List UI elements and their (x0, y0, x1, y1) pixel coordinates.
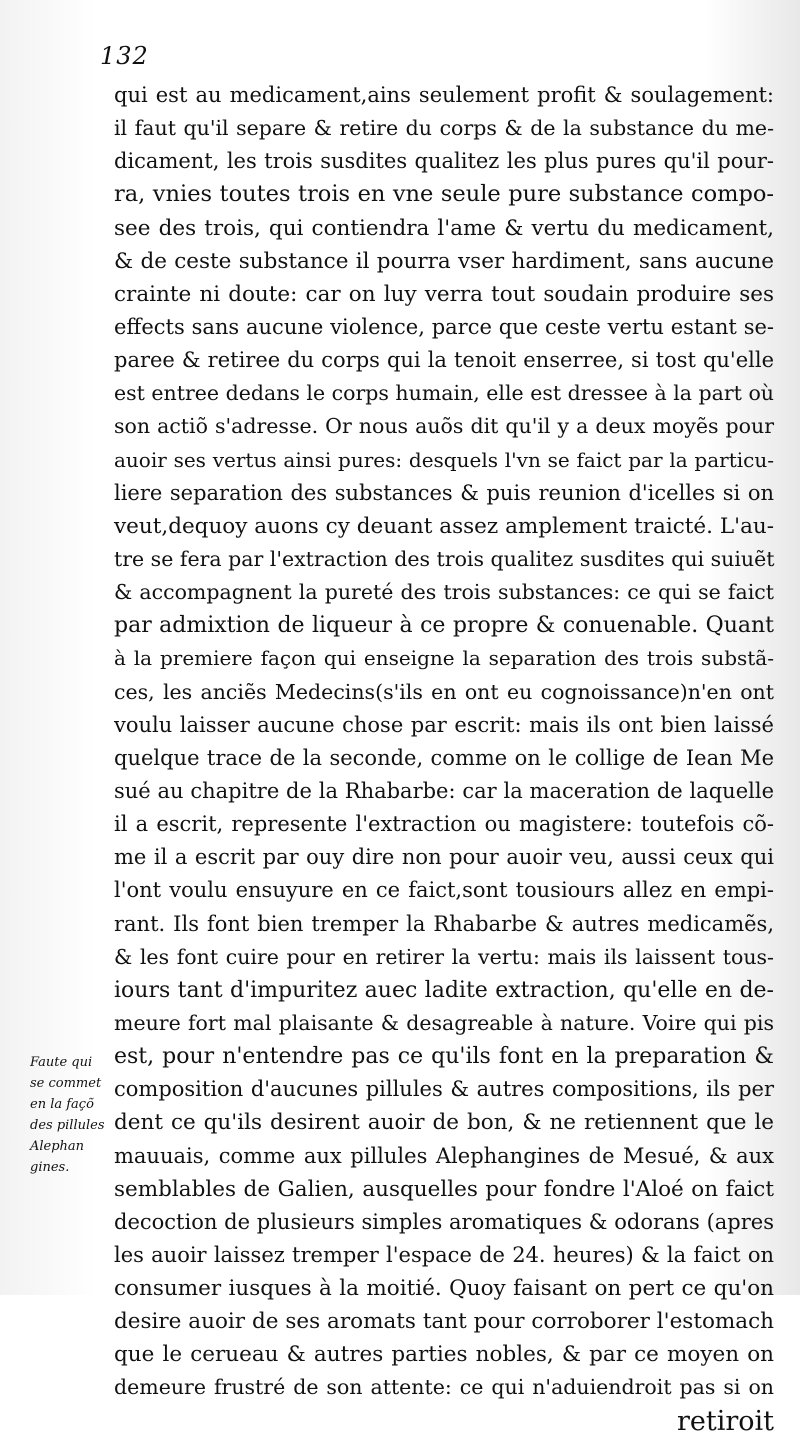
body-text (114, 79, 774, 1438)
text-line: me il a escrit par ouy dire non pour auoir veu, aussi ceux qui (114, 845, 774, 870)
text-line: il faut qu'il separe & retire du corps & de la substance du me- (114, 116, 774, 141)
text-line: il a escrit, represente l'extraction ou magistere: toutefois cõ- (114, 812, 774, 837)
text-line: rant. Ils font bien tremper la Rhabarbe & autres medicamẽs, (114, 911, 774, 936)
text-line: ces, les anciẽs Medecins(s'ils en ont eu cognoissance)n'en ont (114, 679, 774, 704)
text-line: & de ceste substance il pourra vser hardiment, sans aucune (114, 248, 774, 274)
text-line: ra, vnies toutes trois en vne seule pure substance compo- (114, 181, 774, 208)
text-line: demeure frustré de son attente: ce qui n'aduiendroit pas si on (114, 1375, 774, 1400)
text-line: que le cerueau & autres parties nobles, & par ce moyen on (114, 1342, 774, 1368)
text-line: paree & retiree du corps qui la tenoit enserree, si tost qu'elle (114, 348, 774, 373)
text-line: effects sans aucune violence, parce que ceste vertu estant se- (114, 314, 774, 339)
text-line: voulu laisser aucune chose par escrit: mais ils ont bien laissé (114, 712, 774, 737)
margin-note (30, 1052, 114, 1178)
text-line: l'ont voulu ensuyure en ce faict,sont tousiours allez en empi- (114, 878, 774, 903)
text-line: decoction de plusieurs simples aromatiques & odorans (apres (114, 1209, 774, 1234)
text-line: consumer iusques à la moitié. Quoy faisant on pert ce qu'on (114, 1276, 774, 1302)
text-line: les auoir laissez tremper l'espace de 24. heures) & la faict on (114, 1242, 774, 1267)
text-line: son actiõ s'adresse. Or nous auõs dit qu'il y a deux moyẽs pour (114, 414, 774, 439)
margin-note-line: Faute qui (30, 1055, 93, 1070)
margin-note-line: se commet (30, 1076, 102, 1091)
text-line: veut,dequoy auons cy deuant assez amplement traicté. L'au- (114, 513, 774, 539)
margin-note-line: des pillules (30, 1118, 105, 1133)
text-line: auoir ses vertus ainsi pures: desquels l'vn se faict par la particu- (114, 447, 774, 472)
text-line: est, pour n'entendre pas ce qu'ils font en la preparation & (114, 1044, 774, 1070)
margin-note-line: gines. (30, 1160, 70, 1175)
margin-note-line: Alephan (30, 1139, 85, 1154)
text-line: desire auoir de ses aromats tant pour corroborer l'estomach (114, 1309, 774, 1335)
text-line: est entree dedans le corps humain, elle est dressee à la part où (114, 381, 774, 406)
text-line: crainte ni doute: car on luy verra tout soudain produire ses (114, 281, 774, 307)
text-line: par admixtion de liqueur à ce propre & conuenable. Quant (114, 613, 774, 639)
text-line: à la premiere façon qui enseigne la separation des trois substã- (114, 646, 774, 671)
margin-note-line: en la façõ (30, 1097, 94, 1112)
text-line: liere separation des substances & puis reunion d'icelles si on (114, 480, 774, 505)
text-line: composition d'aucunes pillules & autres compositions, ils per (114, 1077, 774, 1102)
text-line: meure fort mal plaisante & desagreable à nature. Voire qui pis (114, 1010, 774, 1035)
text-line: see des trois, qui contiendra l'ame & vertu du medicament, (114, 215, 774, 241)
text-line: sué au chapitre de la Rhabarbe: car la maceration de laquelle (114, 778, 774, 803)
page-number: 132 (100, 42, 149, 70)
text-line: & les font cuire pour en retirer la vertu: mais ils laissent tous- (114, 944, 774, 969)
text-line: iours tant d'impuritez auec ladite extraction, qu'elle en de- (114, 977, 774, 1003)
text-line: quelque trace de la seconde, comme on le collige de Iean Me (114, 745, 774, 770)
catchword: retiroit (676, 1405, 774, 1437)
text-line: tre se fera par l'extraction des trois qualitez susdites qui suiuẽt (114, 546, 775, 571)
text-line: dicament, les trois susdites qualitez les plus pures qu'il pour- (114, 149, 774, 174)
text-line: mauuais, comme aux pillules Alephangines de Mesué, & aux (114, 1143, 774, 1168)
text-line: semblables de Galien, ausquelles pour fondre l'Aloé on faict (114, 1176, 774, 1202)
text-line: dent ce qu'ils desirent auoir de bon, & ne retiennent que le (114, 1110, 774, 1136)
text-line: & accompagnent la pureté des trois substances: ce qui se faict (114, 580, 774, 605)
text-line: qui est au medicament,ains seulement profit & soulagement: (114, 83, 774, 107)
